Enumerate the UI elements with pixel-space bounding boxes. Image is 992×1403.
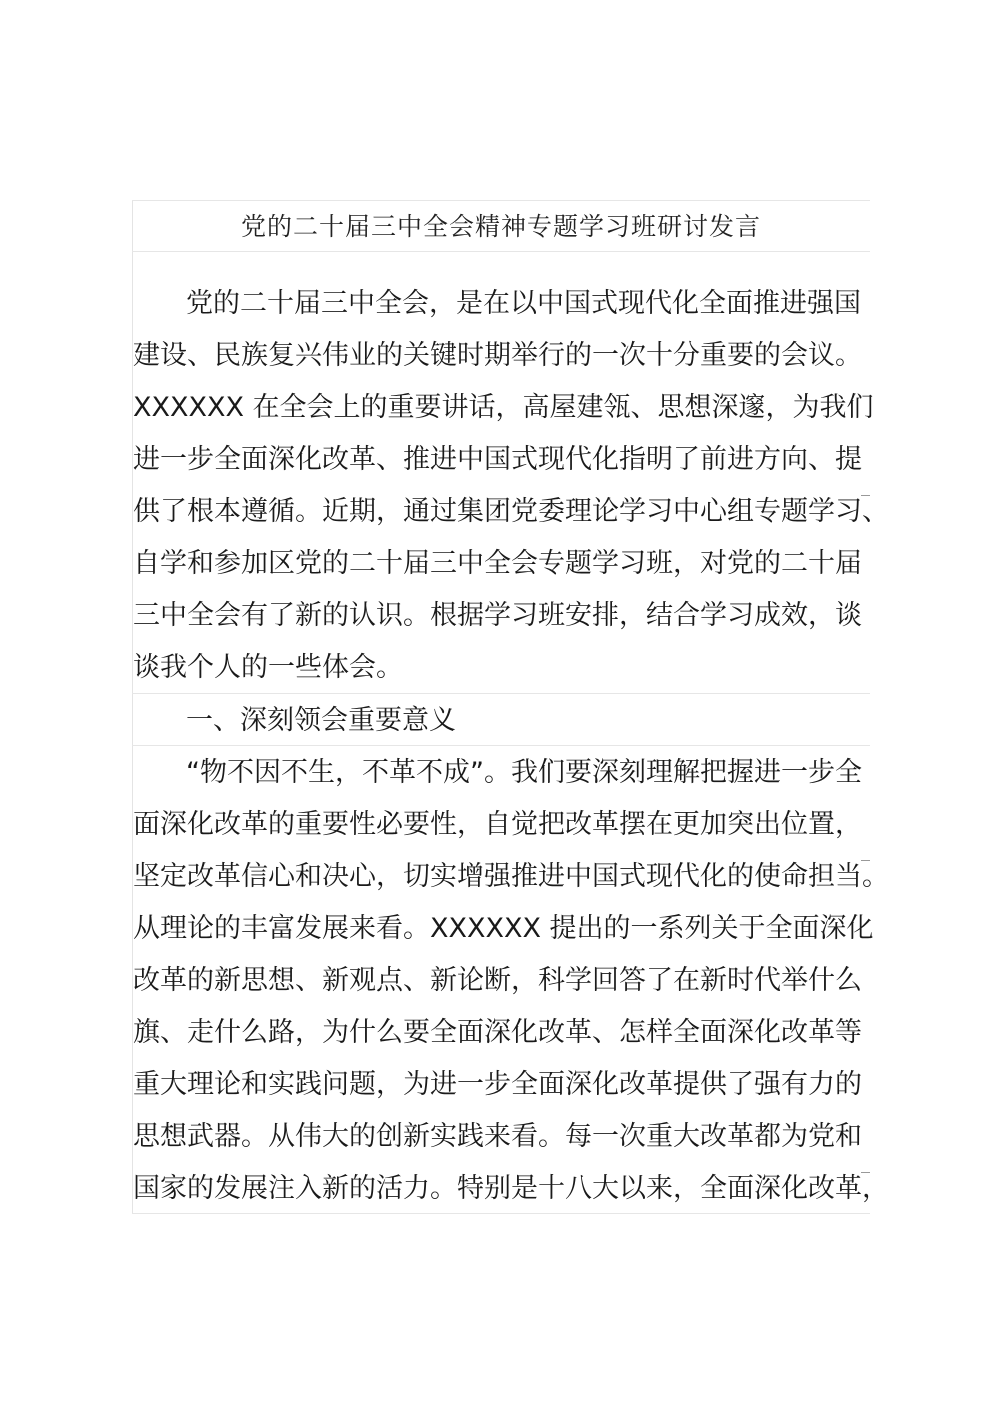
paragraph-line: 自学和参加区党的二十届三中全会专题学习班，对党的二十届 (133, 548, 862, 579)
divider (132, 251, 870, 252)
paragraph-line: 面深化改革的重要性必要性，自觉把改革摆在更加突出位置， (133, 809, 862, 840)
paragraph-line: 从理论的丰富发展来看。XXXXXX 提出的一系列关于全面深化 (133, 913, 874, 944)
paragraph-line: 建设、民族复兴伟业的关键时期举行的一次十分重要的会议。 (133, 340, 862, 371)
divider (132, 200, 870, 201)
paragraph-line: 谈我个人的一些体会。 (133, 652, 403, 683)
document-title: 党的二十届三中全会精神专题学习班研讨发言 (240, 212, 761, 241)
paragraph-line: “物不因不生，不革不成”。我们要深刻理解把握进一步全 (186, 757, 862, 788)
paragraph-line: 供了根本遵循。近期，通过集团党委理论学习中心组专题学习、 (133, 496, 889, 527)
paragraph-line: 旗、走什么路，为什么要全面深化改革、怎样全面深化改革等 (133, 1017, 862, 1048)
paragraph-line: 党的二十届三中全会，是在以中国式现代化全面推进强国 (186, 288, 861, 319)
paragraph-line: 改革的新思想、新观点、新论断，科学回答了在新时代举什么 (133, 965, 862, 996)
paragraph-line: 重大理论和实践问题，为进一步全面深化改革提供了强有力的 (133, 1069, 862, 1100)
paragraph-line: 进一步全面深化改革、推进中国式现代化指明了前进方向、提 (133, 444, 862, 475)
paragraph-line: 三中全会有了新的认识。根据学习班安排，结合学习成效，谈 (133, 600, 862, 631)
paragraph-line: 思想武器。从伟大的创新实践来看。每一次重大改革都为党和 (133, 1121, 862, 1152)
paragraph-line: XXXXXX 在全会上的重要讲话，高屋建瓴、思想深邃，为我们 (133, 392, 874, 423)
section-heading: 一、深刻领会重要意义 (186, 705, 456, 736)
paragraph-line: 坚定改革信心和决心，切实增强推进中国式现代化的使命担当。 (133, 861, 889, 892)
paragraph-line: 国家的发展注入新的活力。特别是十八大以来，全面深化改革， (133, 1173, 889, 1204)
